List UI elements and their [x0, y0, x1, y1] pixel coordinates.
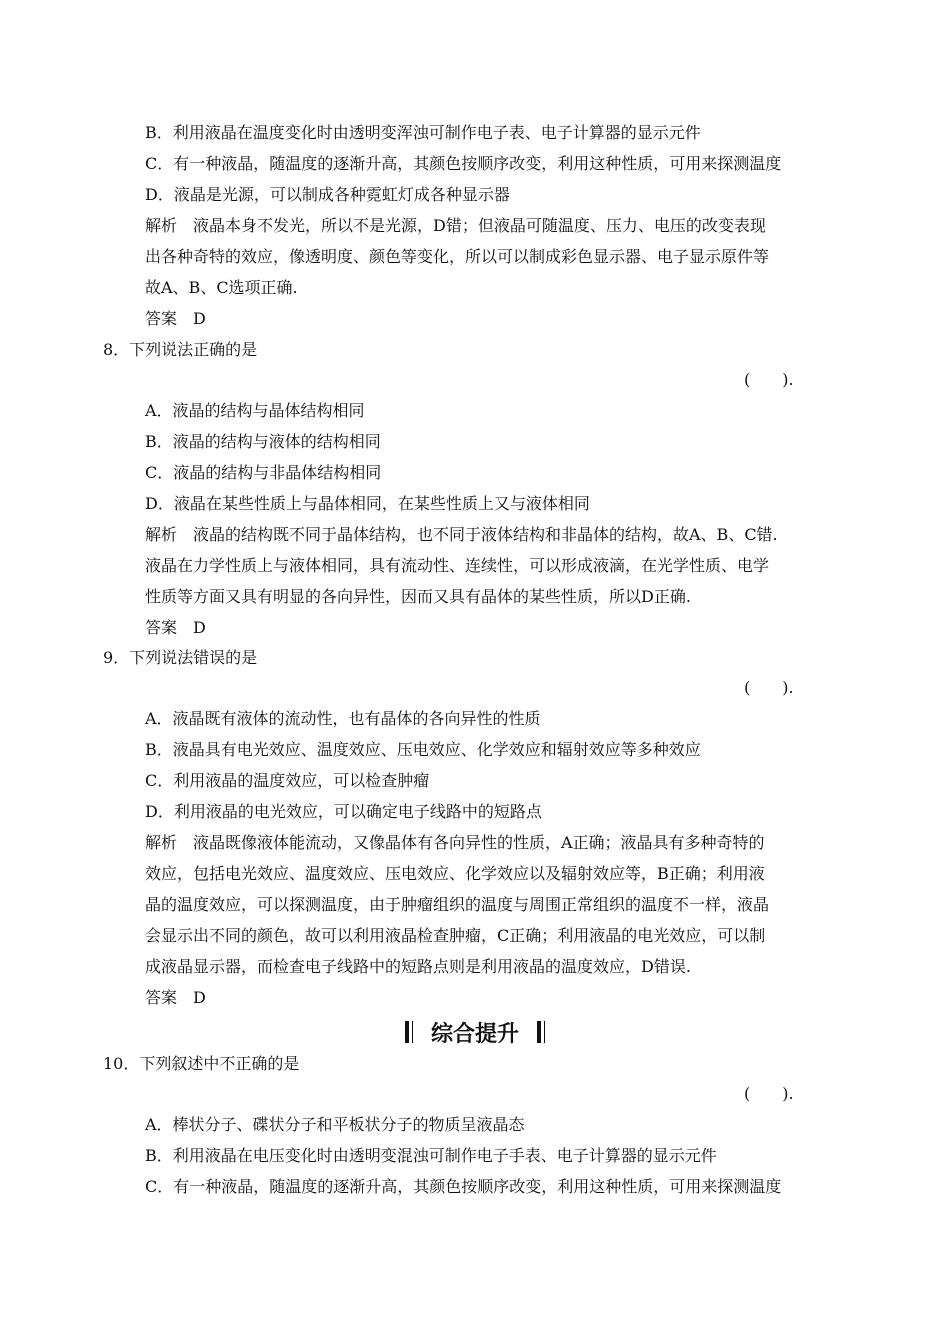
q10-answer-blank: ( ). — [744, 1084, 794, 1103]
q8-analysis-line: 液晶在力学性质上与液体相同，具有流动性、连续性，可以形成液滴，在光学性质、电学 — [145, 556, 770, 575]
q8-answer: 答案 D — [145, 618, 206, 637]
q9-analysis-line: 晶的温度效应，可以探测温度，由于肿瘤组织的温度与周围正常组织的温度不一样，液晶 — [145, 895, 770, 914]
q9-analysis-line: 解析 液晶既像液体能流动，又像晶体有各向异性的性质，A正确；液晶具有多种奇特的 — [145, 833, 765, 852]
q9-answer: 答案 D — [145, 988, 206, 1007]
q8-answer-blank: ( ). — [744, 370, 794, 389]
right-bar-ornament — [537, 1021, 545, 1043]
q8-option-a: A．液晶的结构与晶体结构相同 — [145, 401, 365, 420]
section-heading — [385, 1016, 565, 1048]
q10-option-a: A．棒状分子、碟状分子和平板状分子的物质呈液晶态 — [145, 1115, 525, 1134]
q10-option-c: C．有一种液晶，随温度的逐渐升高，其颜色按顺序改变，利用这种性质，可用来探测温度 — [145, 1177, 782, 1196]
q9-option-a: A．液晶既有液体的流动性，也有晶体的各向异性的性质 — [145, 709, 541, 728]
section-title-text: 综合提升 — [430, 1021, 519, 1047]
q8-option-b: B．液晶的结构与液体的结构相同 — [145, 432, 381, 451]
q8-analysis-line: 解析 液晶的结构既不同于晶体结构，也不同于液体结构和非晶体的结构，故A、B、C错. — [145, 525, 778, 544]
q7-analysis-line: 故A、B、C选项正确. — [145, 278, 298, 297]
q8-option-c: C．液晶的结构与非晶体结构相同 — [145, 463, 382, 482]
q7-analysis-line: 解析 液晶本身不发光，所以不是光源，D错；但液晶可随温度、压力、电压的改变表现 — [145, 216, 766, 235]
q9-stem: 9．下列说法错误的是 — [103, 648, 258, 667]
q9-option-b: B．液晶具有电光效应、温度效应、压电效应、化学效应和辐射效应等多种效应 — [145, 740, 701, 759]
q8-option-d: D．液晶在某些性质上与晶体相同，在某些性质上又与液体相同 — [145, 494, 590, 513]
q9-analysis-line: 成液晶显示器，而检查电子线路中的短路点则是利用液晶的温度效应，D错误. — [145, 957, 691, 976]
q7-analysis-line: 出各种奇特的效应，像透明度、颜色等变化，所以可以制成彩色显示器、电子显示原件等 — [145, 247, 770, 266]
left-bar-ornament — [405, 1021, 413, 1043]
q9-analysis-line: 效应，包括电光效应、温度效应、压电效应、化学效应以及辐射效应等，B正确；利用液 — [145, 864, 765, 883]
q7-option-c: C．有一种液晶，随温度的逐渐升高，其颜色按顺序改变，利用这种性质，可用来探测温度 — [145, 154, 782, 173]
q8-analysis-line: 性质等方面又具有明显的各向异性，因而又具有晶体的某些性质，所以D正确. — [145, 587, 691, 606]
q8-stem: 8．下列说法正确的是 — [103, 340, 258, 359]
q10-stem: 10．下列叙述中不正确的是 — [103, 1054, 300, 1073]
q9-answer-blank: ( ). — [744, 678, 794, 697]
q9-option-d: D．利用液晶的电光效应，可以确定电子线路中的短路点 — [145, 802, 542, 821]
q7-option-b: B．利用液晶在温度变化时由透明变浑浊可制作电子表、电子计算器的显示元件 — [145, 123, 701, 142]
q10-option-b: B．利用液晶在电压变化时由透明变混浊可制作电子手表、电子计算器的显示元件 — [145, 1146, 717, 1165]
q9-analysis-line: 会显示出不同的颜色，故可以利用液晶检查肿瘤，C正确；利用液晶的电光效应，可以制 — [145, 926, 766, 945]
q9-option-c: C．利用液晶的温度效应，可以检查肿瘤 — [145, 771, 430, 790]
q7-option-d: D．液晶是光源，可以制成各种霓虹灯成各种显示器 — [145, 185, 510, 204]
q7-answer: 答案 D — [145, 309, 206, 328]
